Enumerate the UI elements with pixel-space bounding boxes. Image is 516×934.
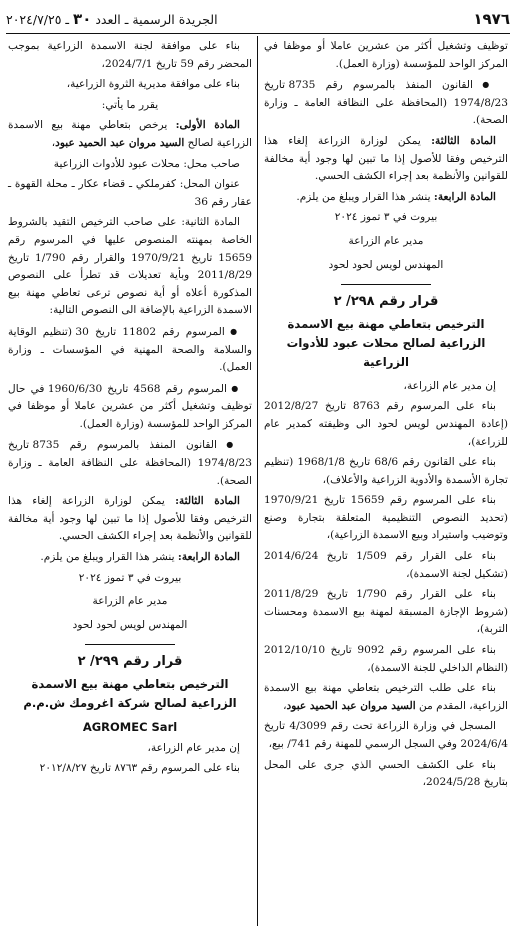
decision-heading: الترخيص بتعاطي مهنة بيع الاسمدة الزراعية لصالح محلات عبود للأدوات الزراعية [286, 316, 486, 369]
signature-date: بيروت في ٣ تموز ٢٠٢٤ [78, 571, 182, 584]
article-text: يرخص بتعاطي مهنة بيع الاسمدة الزراعية لصالح [8, 119, 252, 149]
article-text: يمكن لوزارة الزراعة إلغاء هذا الترخيص وفقا للأصول إذا ما تبين لها وجود أية مخالفة للقوانين والأنظمة بعد إجراء الكشف الحسي. [8, 495, 252, 543]
separator [341, 284, 431, 285]
shop-address: عنوان المحل: كفرملكي ـ قضاء عكار ـ محلة القهوة ـ عقار رقم 36 [8, 178, 252, 208]
right-column [264, 38, 508, 795]
preamble-item: بناء على المرسوم رقم 15659 تاريخ 1970/9/21 (تحديد النصوص التنظيمية المتعلقة بتجارة وصنع وتوضيب واستيراد وبيع الاسمدة الزراعية)، [264, 494, 508, 542]
preamble-item: المسجل في وزارة الزراعة تحت رقم 4/3099 تاريخ 2024/6/4 وفي السجل الرسمي للمهنة رقم 741/ بيع، [264, 720, 508, 750]
left-column [8, 38, 252, 781]
decision-title: قرار رقم ٢٩٩/ ٢ [77, 654, 183, 670]
intro: إن مدير عام الزراعة، [147, 741, 240, 754]
signature-title: مدير عام الزراعة [92, 595, 168, 608]
decision-title: قرار رقم ٢٩٨/ ٢ [333, 294, 439, 310]
signature-name: المهندس لويس لحود لحود [72, 618, 188, 631]
signature-date: بيروت في ٣ تموز ٢٠٢٤ [334, 211, 438, 224]
preamble-item: بناء على المرسوم رقم 9092 تاريخ 2012/10/10 (النظام الداخلي للجنة الاسمدة)، [264, 644, 508, 674]
article-text: ينشر هذا القرار ويبلغ من يلزم. [296, 190, 434, 203]
preamble-item: بناء على موافقة لجنة الاسمدة الزراعية بموجب المحضر رقم 59 تاريخ 2024/7/1، [8, 40, 252, 70]
company-latin-name: AGROMEC Sarl [82, 720, 178, 734]
preamble-text: بناء على طلب الترخيص بتعاطي مهنة بيع الاسمدة الزراعية، المقدم من [264, 682, 508, 712]
bullet-item: ● المرسوم رقم 11802 تاريخ 30 (تنظيم الوقاية والسلامة والصحة المهنية في المؤسسات ـ وزارة العمل). [8, 323, 252, 377]
preamble-item: بناء على موافقة مديرية الثروة الزراعية، [66, 78, 240, 91]
issue-date: ـ ٢٠٢٤/٧/٢٥ [6, 12, 70, 27]
signature-title: مدير عام الزراعة [348, 234, 424, 247]
bullet-item: ● القانون المنفذ بالمرسوم رقم 8735 تاريخ 1974/8/23 (المحافظة على النظافة العامة ـ وزارة الصحة). [264, 76, 508, 130]
article-one [8, 117, 252, 152]
preamble-item: بناء على القانون رقم 68/6 تاريخ 1968/1/8 (تنظيم تجارة الأسمدة والأدوية الزراعية والأعلاف)، [264, 456, 508, 486]
preamble-item: بناء على المرسوم رقم ٨٧٦٣ تاريخ ٢٠١٢/٨/٢٧ [39, 762, 240, 775]
article-label: المادة الأولى: [175, 119, 240, 132]
preamble-item: بناء على المرسوم رقم 8763 تاريخ 2012/8/27 (إعادة المهندس لويس لحود الى وظيفته كمدير عام للزراعة)، [264, 400, 508, 448]
preamble-text: ، [283, 699, 287, 712]
article-label: المادة الثالثة: [175, 495, 240, 508]
page-number: ١٩٧٦ [473, 10, 510, 28]
preamble-item: بناء على الكشف الحسي الذي جرى على المحل بتاريخ 2024/5/28، [264, 758, 508, 789]
separator [85, 644, 175, 645]
preamble-item [264, 680, 508, 715]
bullet-item: ● المرسوم رقم 4568 تاريخ 1960/6/30 في حال توظيف وتشغيل أكثر من عشرين عاملا أو موظفا في المركز الواحد للمؤسسة (وزارة العمل). [8, 380, 252, 434]
column-divider [257, 36, 258, 926]
article-three [8, 493, 252, 546]
issue-number: ٣٠ [73, 10, 92, 28]
article-four [264, 189, 508, 207]
preamble-item: بناء على القرار رقم 1/509 تاريخ 2014/6/24 (تشكيل لجنة الاسمدة)، [264, 550, 508, 580]
applicant-name: السيد مروان عبد الحميد عبود [286, 699, 416, 712]
decision-heading: الترخيص بتعاطي مهنة بيع الاسمدة الزراعية لصالح شركة اغرومك ش.م.م [23, 677, 237, 710]
paragraph: توظيف وتشغيل أكثر من عشرين عاملا أو موظفا في المركز الواحد للمؤسسة (وزارة العمل). [264, 40, 508, 70]
article-text: ، [51, 136, 56, 149]
header-rule [6, 33, 510, 34]
article-text: ينشر هذا القرار ويبلغ من يلزم. [40, 551, 178, 564]
page-header [6, 8, 510, 30]
licensee-name: السيد مروان عبد الحميد عبود [55, 136, 185, 149]
article-label: المادة الرابعة: [177, 551, 240, 564]
intro: إن مدير عام الزراعة، [403, 379, 496, 392]
shop-owner: صاحب محل: محلات عبود للأدوات الزراعية [53, 157, 240, 170]
article-text: يمكن لوزارة الزراعة إلغاء هذا الترخيص وفقا للأصول إذا ما تبين لها وجود أية مخالفة للقوانين والأنظمة بعد إجراء الكشف الحسي. [264, 134, 508, 183]
article-label: المادة الثالثة: [431, 134, 496, 147]
article-label: المادة الرابعة: [433, 190, 496, 203]
signature-name: المهندس لويس لحود لحود [328, 258, 444, 271]
article-three [264, 133, 508, 186]
gazette-title [6, 10, 218, 28]
decides: يقرر ما يأتي: [101, 98, 159, 111]
preamble-item: بناء على القرار رقم 1/790 تاريخ 2011/8/29 (شروط الإجازة المسبقة لمهنة بيع الاسمدة ومحسنات التربة)، [264, 588, 508, 636]
article-two: المادة الثانية: على صاحب الترخيص التقيد بالشروط الخاصة بمهنته المنصوص عليها في المرسوم رقم 15659 تاريخ 1970/9/21 والقرار رقم 1/790 تاريخ 2011/8/29 وبأية تعديلات قد تطرأ على النصوص المذكورة أعلاه أو أية نصوص ترعى تعاطي مهنة بيع الاسمدة الزراعية بالإضافة الى النصوص التالية: [8, 216, 252, 317]
gazette-title-prefix: الجريدة الرسمية ـ العدد [95, 12, 218, 27]
article-four [8, 549, 252, 567]
bullet-item: ● القانون المنفذ بالمرسوم رقم 8735 تاريخ 1974/8/23 (المحافظة على النظافة العامة ـ وزارة الصحة). [8, 436, 252, 490]
